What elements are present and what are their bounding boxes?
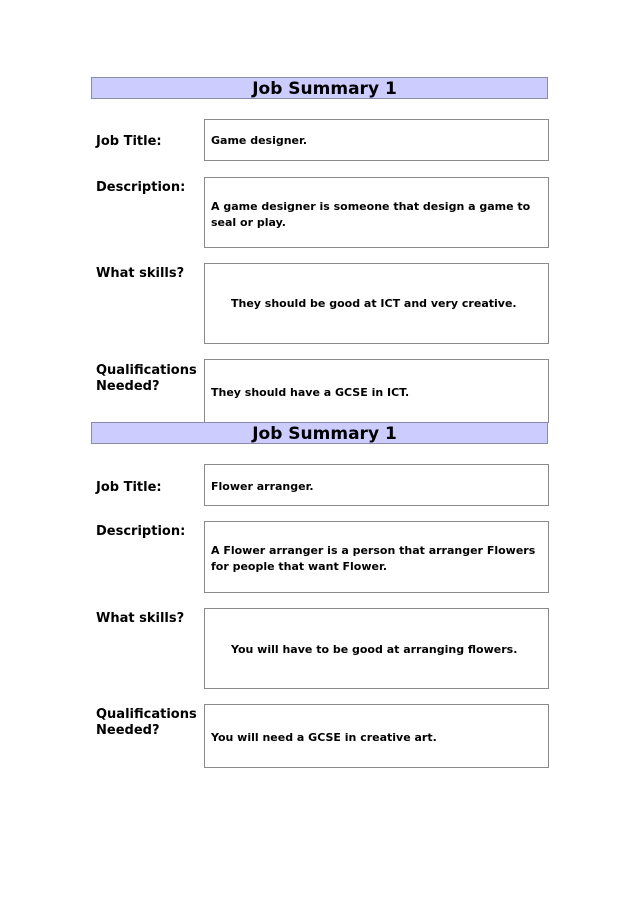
description-box [204, 177, 549, 248]
description-label: Description: [96, 524, 186, 539]
skills-label: What skills? [96, 266, 185, 281]
skills-label: What skills? [96, 611, 185, 626]
summary-title: Job Summary 1 [252, 424, 397, 444]
qualifications-label-line1: Qualifications [96, 363, 197, 378]
skills-value: You will have to be good at arranging flowers. [231, 643, 518, 656]
job-title-value: Flower arranger. [211, 480, 314, 493]
skills-box [204, 263, 549, 344]
summary-header-bar [91, 422, 548, 444]
qualifications-value: They should have a GCSE in ICT. [211, 386, 410, 399]
job-title-label: Job Title: [96, 134, 162, 149]
qualifications-box [204, 704, 549, 768]
description-label: Description: [96, 180, 186, 195]
skills-value: They should be good at ICT and very creative. [231, 297, 517, 310]
qualifications-box [204, 359, 549, 423]
job-title-label: Job Title: [96, 480, 162, 495]
qualifications-label-line2: Needed? [96, 723, 160, 738]
qualifications-label-line2: Needed? [96, 379, 160, 394]
qualifications-label-line1: Qualifications [96, 707, 197, 722]
job-title-value: Game designer. [211, 134, 308, 147]
summary-title: Job Summary 1 [252, 79, 397, 99]
description-value: A Flower arranger is a person that arranger Flowers for people that want Flower. [211, 544, 536, 573]
description-value: A game designer is someone that design a game to seal or play. [211, 200, 531, 229]
job-title-box [204, 464, 549, 506]
summary-header-bar [91, 77, 548, 99]
job-title-box [204, 119, 549, 161]
qualifications-value: You will need a GCSE in creative art. [211, 731, 437, 744]
description-box [204, 521, 549, 593]
skills-box [204, 608, 549, 689]
